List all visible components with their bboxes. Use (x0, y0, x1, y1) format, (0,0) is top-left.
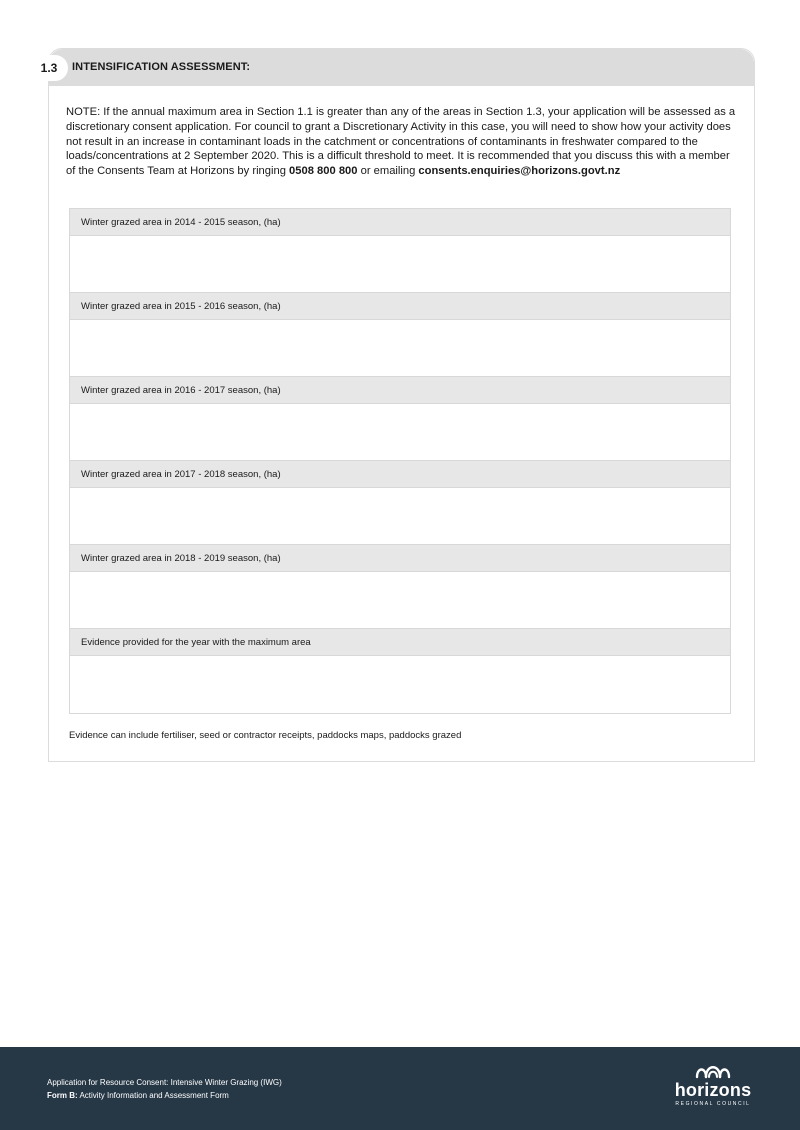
field-label: Winter grazed area in 2014 - 2015 season, (ha) (70, 209, 730, 236)
field-2015-2016 (70, 293, 730, 377)
area-2016-2017-input[interactable] (70, 404, 730, 461)
field-label: Winter grazed area in 2017 - 2018 season, (ha) (70, 461, 730, 488)
phone-number: 0508 800 800 (289, 165, 358, 178)
horizons-wave-icon (695, 1060, 731, 1080)
section-header (40, 49, 754, 86)
field-evidence (70, 629, 730, 713)
footer-form-label: Form B: (47, 1091, 78, 1100)
footer-application-title: Application for Resource Consent: Intensive Winter Grazing (IWG) (47, 1078, 282, 1087)
email-address: consents.enquiries@horizons.govt.nz (418, 165, 621, 178)
logo-subtitle: REGIONAL COUNCIL (675, 1101, 751, 1107)
note-text-between: or emailing (357, 165, 419, 178)
note-paragraph (66, 105, 738, 179)
field-2017-2018 (70, 461, 730, 545)
field-2014-2015 (70, 209, 730, 293)
field-label: Winter grazed area in 2016 - 2017 season, (ha) (70, 377, 730, 404)
winter-grazed-area-table (69, 208, 731, 714)
field-label: Winter grazed area in 2018 - 2019 season, (ha) (70, 545, 730, 572)
field-label: Evidence provided for the year with the maximum area (70, 629, 730, 656)
area-2015-2016-input[interactable] (70, 320, 730, 377)
field-2018-2019 (70, 545, 730, 629)
page-footer (0, 1047, 800, 1130)
field-label: Winter grazed area in 2015 - 2016 season, (ha) (70, 293, 730, 320)
evidence-input[interactable] (70, 656, 730, 713)
area-2017-2018-input[interactable] (70, 488, 730, 545)
logo-name: horizons (674, 1080, 752, 1100)
note-text: NOTE: If the annual maximum area in Section 1.1 is greater than any of the areas in Section 1.3, your application will be assessed as a discretionary consent application. For council to grant a Discretionary Activity in this case, you will need to show how your activity does not result in an increase in contaminant loads in the catchment or concentrations of contaminants in freshwater compared to the loads/concentrations at 2 September 2020. This is a difficult threshold to meet. It is recommended that you discuss this with a member of the Consents Team at Horizons by ringing (66, 106, 736, 178)
footer-form-title (47, 1091, 229, 1100)
evidence-note: Evidence can include fertiliser, seed or contractor receipts, paddocks maps, paddocks grazed (69, 730, 462, 741)
horizons-logo (668, 1060, 758, 1120)
field-2016-2017 (70, 377, 730, 461)
section-number-badge: 1.3 (30, 55, 68, 81)
area-2018-2019-input[interactable] (70, 572, 730, 629)
area-2014-2015-input[interactable] (70, 236, 730, 293)
footer-form-name: Activity Information and Assessment Form (77, 1091, 229, 1100)
section-1-3 (40, 48, 755, 762)
section-title: INTENSIFICATION ASSESSMENT: (72, 61, 251, 73)
